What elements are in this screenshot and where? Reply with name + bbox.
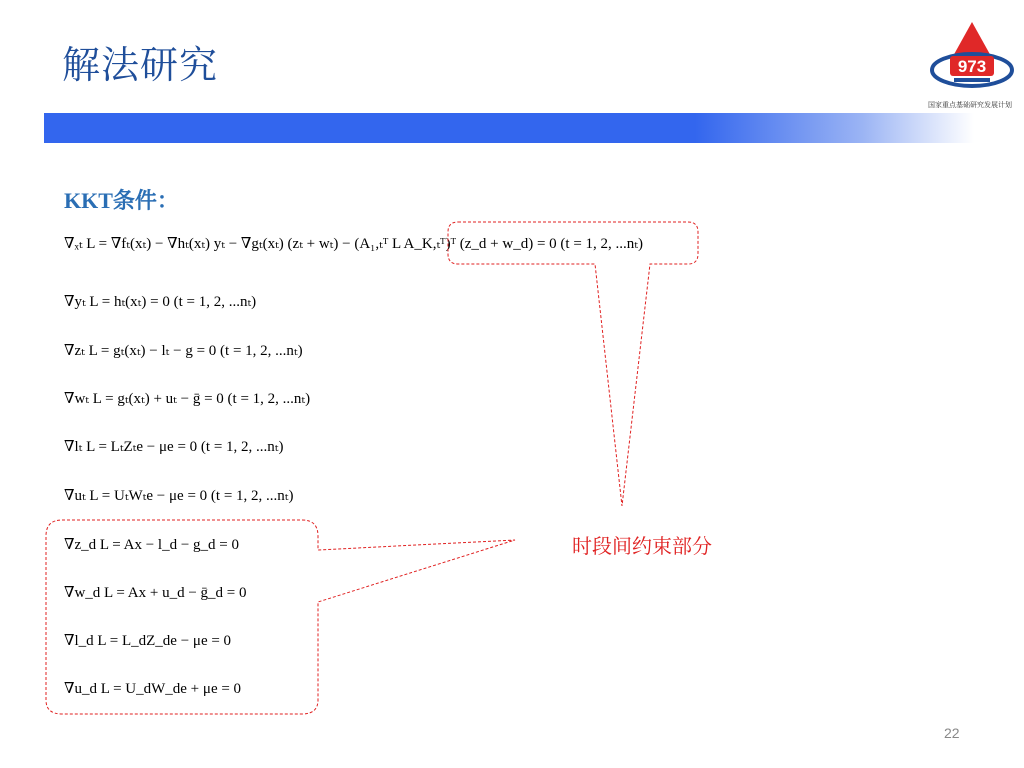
equation-row: ∇lₜ L = LₜZₜe − μe = 0 (t = 1, 2, ...nₜ)	[64, 439, 284, 455]
equation-row: ∇ₓₜ L = ∇fₜ(xₜ) − ∇hₜ(xₜ) yₜ − ∇gₜ(xₜ) (zₜ + wₜ) − (A₁,ₜᵀ L A_K,ₜᵀ)ᵀ (z_d + w_d) = 0 (t = 1, 2, ...nₜ)	[64, 236, 643, 252]
equation-row: ∇yₜ L = hₜ(xₜ) = 0 (t = 1, 2, ...nₜ)	[64, 294, 257, 310]
callout-bubble-bottom	[46, 520, 515, 714]
callout-bubble-top	[448, 222, 698, 506]
equation-row: ∇zₜ L = gₜ(xₜ) − lₜ − g = 0 (t = 1, 2, ...nₜ)	[64, 343, 303, 359]
equation-row: ∇uₜ L = UₜWₜe − μe = 0 (t = 1, 2, ...nₜ)	[64, 488, 294, 504]
equation-row: ∇w_d L = Ax + u_d − ḡ_d = 0	[64, 585, 247, 601]
equation-row: ∇z_d L = Ax − l_d − g_d = 0	[64, 537, 239, 553]
kkt-heading: KKT条件：	[64, 188, 179, 213]
callout-label: 时段间约束部分	[572, 534, 712, 558]
page-number: 22	[944, 725, 960, 741]
page-title: 解法研究	[62, 43, 219, 87]
logo-number: 973	[957, 57, 987, 76]
equation-row: ∇l_d L = L_dZ_de − μe = 0	[64, 633, 232, 649]
equation-row: ∇u_d L = U_dW_de + μe = 0	[64, 681, 242, 697]
equation-row: ∇wₜ L = gₜ(xₜ) + uₜ − ḡ = 0 (t = 1, 2, ...nₜ)	[64, 391, 311, 407]
logo-caption: 国家重点基础研究发展计划	[928, 101, 1012, 109]
